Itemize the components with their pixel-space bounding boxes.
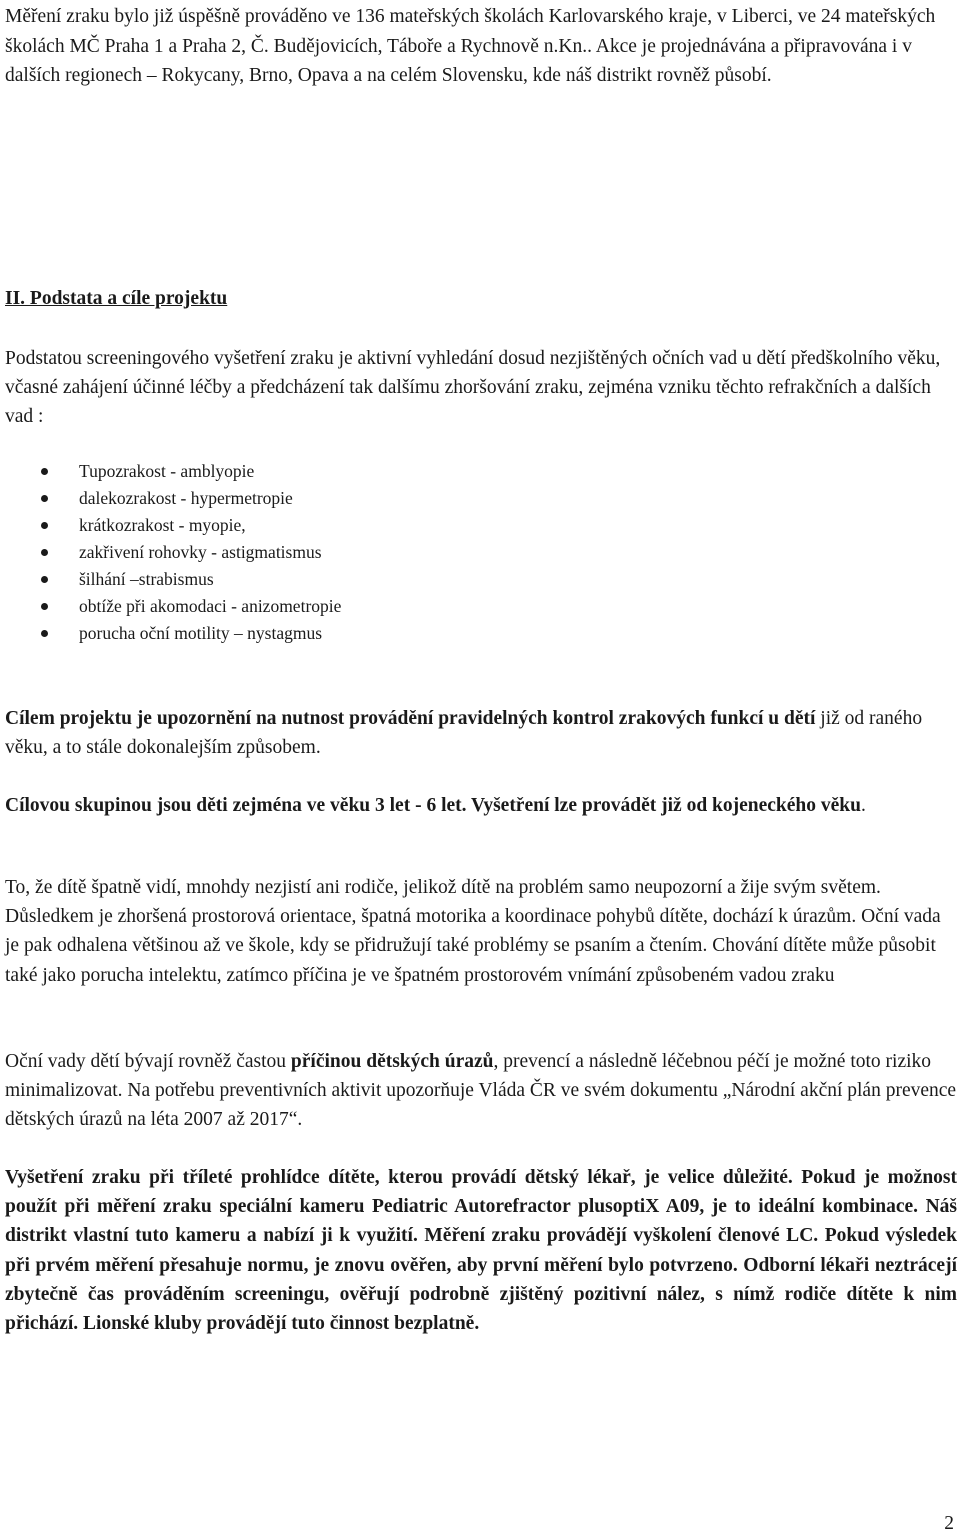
- bullet-icon: [41, 522, 48, 529]
- list-item-text: porucha oční motility – nystagmus: [79, 623, 323, 643]
- intro-paragraph: Měření zraku bylo již úspěšně prováděno ve 136 mateřských školách Karlovarského kraje, v Liberci, ve 24 mateřských školách MČ Praha 1 a Praha 2, Č. Budějovicích, Táboře a Rychnově n.Kn.. Akce je projednávána a připravována i v dalších regionech – Rokycany, Brno, Opava a na celém Slovensku, kde náš distrikt rovněž působí.: [5, 6, 936, 86]
- injury-text-before: Oční vady dětí bývají rovněž častou: [5, 1051, 291, 1072]
- list-item-text: dalekozrakost - hypermetropie: [79, 488, 293, 508]
- bullet-icon: [41, 576, 48, 583]
- bullet-icon: [41, 630, 48, 637]
- list-item-text: obtíže při akomodaci - anizometropie: [79, 596, 342, 616]
- goal-bold-text: Cílem projektu je upozornění na nutnost provádění pravidelných kontrol zrakových funkcí u dětí: [5, 708, 816, 729]
- list-item: [5, 458, 705, 485]
- injury-text-after: , prevencí a následně léčebnou péčí je možné toto riziko minimalizovat. Na potřebu preventivních aktivit upozorňuje Vláda ČR ve svém dokumentu „Národní akční plán prevence dětských úrazů na léta 2007 až 2017“.: [5, 1051, 957, 1130]
- exam-paragraph: Vyšetření zraku při tříleté prohlídce dítěte, kterou provádí dětský lékař, je velice důležité. Pokud je možnost použít při měření zraku speciální kameru Pediatric Autorefractor plusoptiX A09, je to ideální kombinace. Náš distrikt vlastní tuto kameru a nabízí ji k využití. Měření zraku provádějí vyškolení členové LC. Pokud výsledek při prvém měření přesahuje normu, je znovu ověřen, aby první měření bylo potvrzeno. Odborní lékaři neztrácejí zbytečně čas prováděním screeningu, ověřují podrobně zjištěný pozitivní nález, s nímž rodiče dítěte k nim přichází. Lionské kluby provádějí tuto činnost bezplatně.: [5, 1167, 957, 1335]
- goal-paragraph: [5, 704, 957, 762]
- target-group-paragraph: [5, 791, 957, 820]
- injury-bold-text: příčinou dětských úrazů: [290, 1051, 494, 1072]
- bullet-icon: [41, 549, 48, 556]
- page-number: 2: [944, 1513, 954, 1534]
- bullet-icon: [41, 603, 48, 610]
- list-item-text: zakřivení rohovky - astigmatismus: [79, 542, 322, 562]
- goal-rest-text: již od raného věku, a to stále dokonalejším způsobem.: [5, 708, 923, 758]
- list-item: [5, 485, 705, 512]
- list-item: [5, 512, 705, 539]
- eye-defects-list: [5, 458, 705, 647]
- bullet-icon: [41, 495, 48, 502]
- list-item: [5, 593, 705, 620]
- target-bold-text: Cílovou skupinou jsou děti zejména ve věku 3 let - 6 let. Vyšetření lze provádět již od kojeneckého věku: [5, 795, 862, 816]
- bullet-icon: [41, 468, 48, 475]
- list-item: [5, 620, 705, 647]
- injury-paragraph: [5, 1047, 957, 1134]
- list-item-text: Tupozrakost - amblyopie: [79, 461, 255, 481]
- list-item-text: krátkozrakost - myopie,: [79, 515, 246, 535]
- list-item-text: šilhání –strabismus: [79, 569, 214, 589]
- target-rest-text: .: [861, 795, 866, 816]
- section-heading: II. Podstata a cíle projektu: [5, 288, 228, 309]
- list-item: [5, 566, 705, 593]
- parents-paragraph: To, že dítě špatně vidí, mnohdy nezjistí ani rodiče, jelikož dítě na problém samo neupozorní a žije svým světem. Důsledkem je zhoršená prostorová orientace, špatná motorika a koordinace pohybů dítěte, dochází k úrazům. Oční vada je pak odhalena většinou až ve škole, kdy se přidružují také problémy se psaním a čtením. Chování dítěte může působit také jako porucha intelektu, zatímco příčina je ve špatném prostorovém vnímání způsobeném vadou zraku: [5, 877, 941, 986]
- section-paragraph: Podstatou screeningového vyšetření zraku je aktivní vyhledání dosud nezjištěných očních vad u dětí předškolního věku, včasné zahájení účinné léčby a předcházení tak dalšímu zhoršování zraku, zejména vzniku těchto refrakčních a dalších vad :: [5, 348, 941, 427]
- list-item: [5, 539, 705, 566]
